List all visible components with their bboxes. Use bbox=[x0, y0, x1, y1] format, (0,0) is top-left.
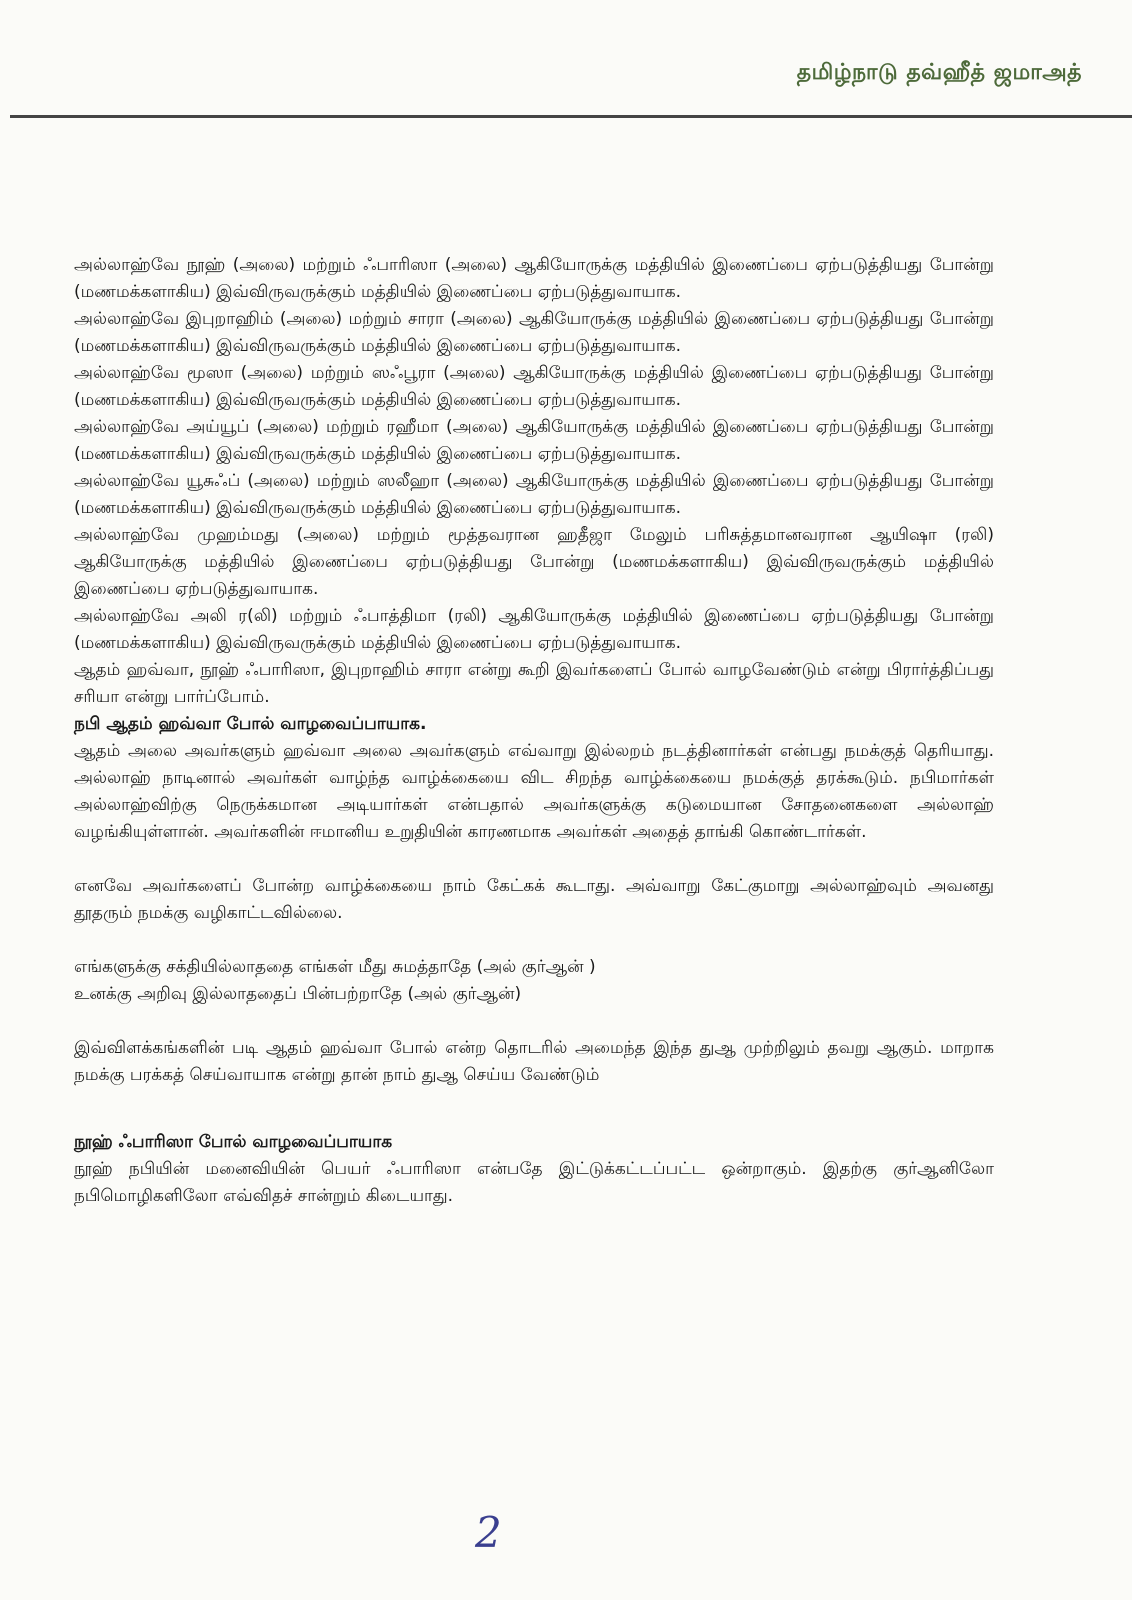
header-rule bbox=[10, 115, 1132, 118]
section1-paragraph-3: இவ்விளக்கங்களின் படி ஆதம் ஹவ்வா போல் என்ற தொடரில் அமைந்த இந்த துஆ முற்றிலும் தவறு ஆகும். மாறாக நமக்கு பரக்கத் செய்வாயாக என்று தான் நாம் துஆ செய்ய வேண்டும் bbox=[74, 1038, 994, 1085]
organization-header: தமிழ்நாடு தவ்ஹீத் ஜமாஅத் bbox=[796, 60, 1082, 85]
dua-paragraph-ayyub: அல்லாஹ்வே அய்யூப் (அலை) மற்றும் ரஹீமா (அலை) ஆகியோருக்கு மத்தியில் இணைப்பை ஏற்படுத்தியது போன்று (மணமக்களாகிய) இவ்விருவருக்கும் மத்தியில் இணைப்பை ஏற்படுத்துவாயாக. bbox=[74, 417, 994, 464]
dua-paragraph-yusuf: அல்லாஹ்வே யூசுஃப் (அலை) மற்றும் ஸலீஹா (அலை) ஆகியோருக்கு மத்தியில் இணைப்பை ஏற்படுத்தியது போன்று (மணமக்களாகிய) இவ்விருவருக்கும் மத்தியில் இணைப்பை ஏற்படுத்துவாயாக. bbox=[74, 471, 994, 518]
quran-quote-1: எங்களுக்கு சக்தியில்லாததை எங்கள் மீது சுமத்தாதே (அல் குர்ஆன் ) bbox=[74, 957, 596, 977]
section2-paragraph-1: நூஹ் நபியின் மனைவியின் பெயர் ஃபாரிஸா என்பதே இட்டுக்கட்டப்பட்ட ஒன்றாகும். இதற்கு குர்ஆனிலோ நபிமொழிகளிலோ எவ்விதச் சான்றும் கிடையாது. bbox=[74, 1159, 994, 1206]
handwritten-page-number: 2 bbox=[475, 1508, 502, 1557]
dua-paragraph-ibrahim: அல்லாஹ்வே இபுறாஹிம் (அலை) மற்றும் சாரா (அலை) ஆகியோருக்கு மத்தியில் இணைப்பை ஏற்படுத்தியது போன்று (மணமக்களாகிய) இவ்விருவருக்கும் மத்தியில் இணைப்பை ஏற்படுத்துவாயாக. bbox=[74, 309, 994, 356]
intro-paragraph: ஆதம் ஹவ்வா, நூஹ் ஃபாரிஸா, இபுறாஹிம் சாரா என்று கூறி இவர்களைப் போல் வாழவேண்டும் என்று பிரார்த்திப்பது சரியா என்று பார்ப்போம். bbox=[74, 660, 994, 707]
spacer bbox=[74, 1089, 994, 1129]
section-heading-adam-hawwa: நபி ஆதம் ஹவ்வா போல் வாழவைப்பாயாக. bbox=[74, 714, 427, 734]
dua-paragraph-nuh: அல்லாஹ்வே நூஹ் (அலை) மற்றும் ஃபாரிஸா (அலை) ஆகியோருக்கு மத்தியில் இணைப்பை ஏற்படுத்தியது போன்று (மணமக்களாகிய) இவ்விருவருக்கும் மத்தியில் இணைப்பை ஏற்படுத்துவாயாக. bbox=[74, 255, 994, 302]
dua-paragraph-musa: அல்லாஹ்வே மூஸா (அலை) மற்றும் ஸஃபூரா (அலை) ஆகியோருக்கு மத்தியில் இணைப்பை ஏற்படுத்தியது போன்று (மணமக்களாகிய) இவ்விருவருக்கும் மத்தியில் இணைப்பை ஏற்படுத்துவாயாக. bbox=[74, 363, 994, 410]
dua-paragraph-ali: அல்லாஹ்வே அலி ர(லி) மற்றும் ஃபாத்திமா (ரலி) ஆகியோருக்கு மத்தியில் இணைப்பை ஏற்படுத்தியது போன்று (மணமக்களாகிய) இவ்விருவருக்கும் மத்தியில் இணைப்பை ஏற்படுத்துவாயாக. bbox=[74, 606, 994, 653]
quran-quote-2: உனக்கு அறிவு இல்லாததைப் பின்பற்றாதே (அல் குர்ஆன்) bbox=[74, 984, 522, 1004]
spacer bbox=[74, 1008, 994, 1035]
spacer bbox=[74, 927, 994, 954]
dua-paragraph-muhammad: அல்லாஹ்வே முஹம்மது (அலை) மற்றும் மூத்தவரான ஹதீஜா மேலும் பரிசுத்தமானவரான ஆயிஷா (ரலி) ஆகியோருக்கு மத்தியில் இணைப்பை ஏற்படுத்தியது போன்று (மணமக்களாகிய) இவ்விருவருக்கும் மத்தியில் இணைப்பை ஏற்படுத்துவாயாக. bbox=[74, 525, 994, 599]
spacer bbox=[74, 846, 994, 873]
section-heading-nuh-farisa: நூஹ் ஃபாரிஸா போல் வாழவைப்பாயாக bbox=[74, 1132, 393, 1152]
section1-paragraph-2: எனவே அவர்களைப் போன்ற வாழ்க்கையை நாம் கேட்கக் கூடாது. அவ்வாறு கேட்குமாறு அல்லாஹ்வும் அவனது தூதரும் நமக்கு வழிகாட்டவில்லை. bbox=[74, 876, 994, 923]
section1-paragraph-1: ஆதம் அலை அவர்களும் ஹவ்வா அலை அவர்களும் எவ்வாறு இல்லறம் நடத்தினார்கள் என்பது நமக்குத் தெரியாது. அல்லாஹ் நாடினால் அவர்கள் வாழ்ந்த வாழ்க்கையை விட சிறந்த வாழ்க்கையை நமக்குத் தரக்கூடும். நபிமார்கள் அல்லாஹ்விற்கு நெருக்கமான அடியார்கள் என்பதால் அவர்களுக்கு கடுமையான சோதனைகளை அல்லாஹ் வழங்கியுள்ளான். அவர்களின் ஈமானிய உறுதியின் காரணமாக அவர்கள் அதைத் தாங்கி கொண்டார்கள். bbox=[74, 741, 994, 842]
document-body bbox=[74, 252, 994, 1210]
